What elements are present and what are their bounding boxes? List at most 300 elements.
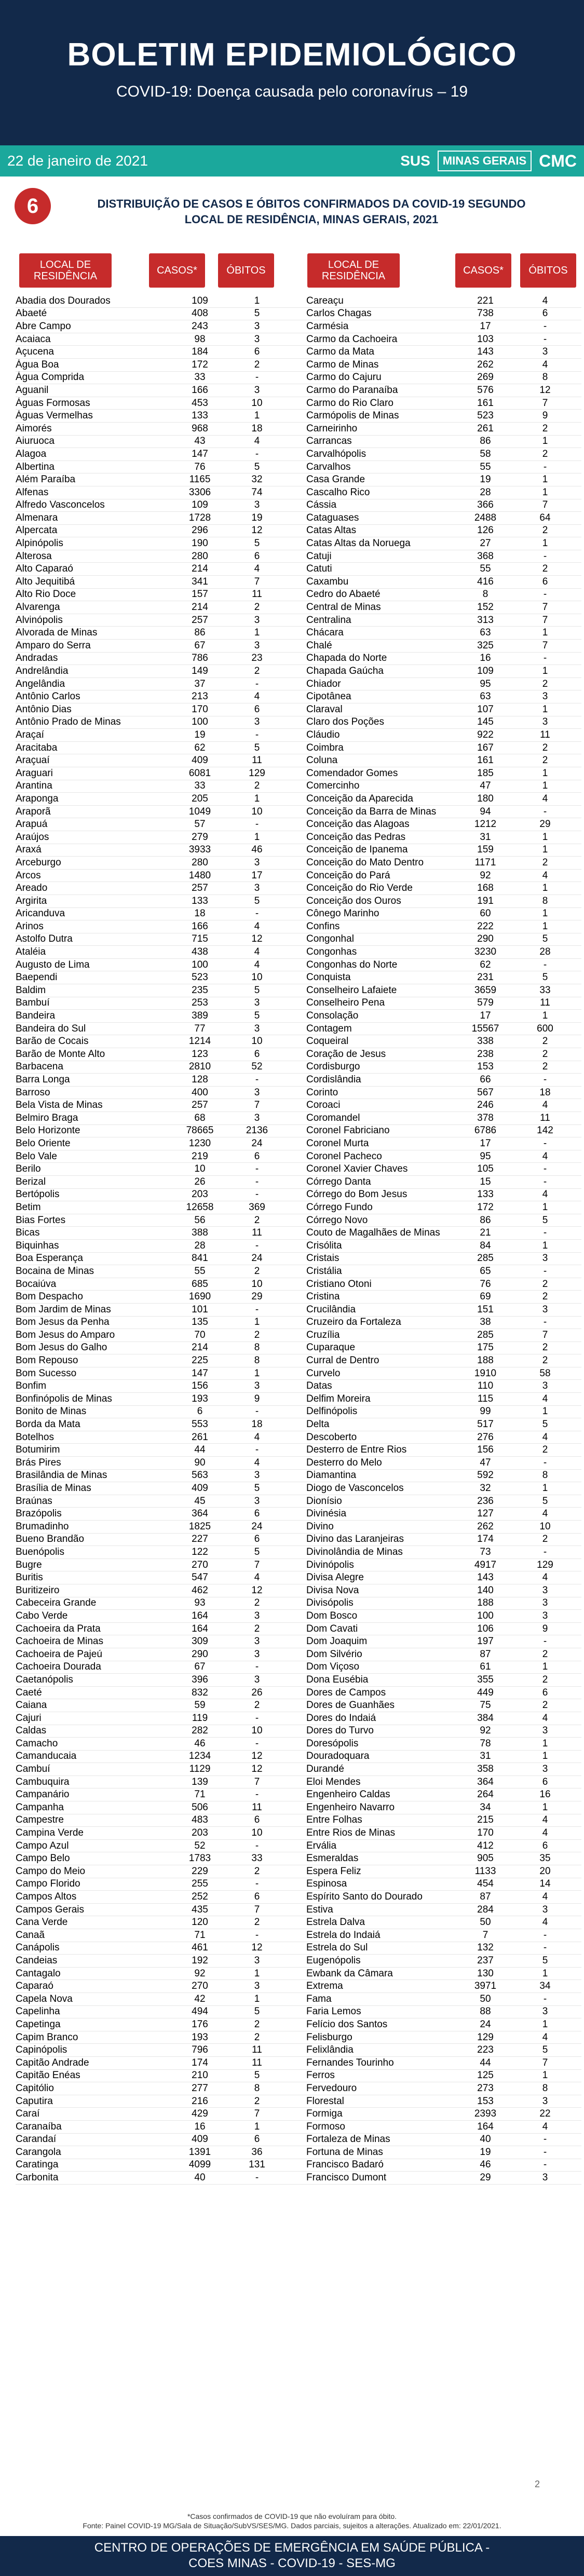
- cases-value: 270: [192, 1559, 208, 1570]
- municipality-name: Coroaci: [306, 1100, 341, 1111]
- deaths-value: 2: [254, 2031, 260, 2043]
- table-row: [16, 1304, 306, 1317]
- municipality-name: Bambuí: [16, 997, 50, 1009]
- municipality-name: Faria Lemos: [306, 2006, 361, 2017]
- municipality-name: Baependi: [16, 972, 58, 983]
- cases-value: 19: [480, 474, 491, 485]
- municipality-name: Candeias: [16, 1955, 58, 1966]
- municipality-name: Belo Horizonte: [16, 1125, 80, 1136]
- deaths-value: 1: [542, 1010, 548, 1022]
- cases-value: 24: [480, 2018, 491, 2030]
- cases-value: 1049: [188, 806, 211, 817]
- municipality-name: Fama: [306, 1993, 332, 2004]
- cases-value: 12658: [186, 1201, 214, 1213]
- column-header-local-right: LOCAL DE RESIDÊNCIA: [307, 253, 400, 288]
- table-row: [306, 870, 581, 883]
- municipality-name: Córrego Danta: [306, 1176, 371, 1187]
- table-row: [16, 1201, 306, 1214]
- table-row: [16, 1265, 306, 1278]
- cases-value: 3230: [474, 946, 497, 958]
- municipality-name: Barão de Cocais: [16, 1036, 89, 1047]
- municipality-name: Coronel Pacheco: [306, 1150, 382, 1162]
- deaths-value: 4: [542, 870, 548, 881]
- cases-value: 786: [192, 653, 208, 664]
- cases-value: 1171: [474, 857, 496, 868]
- municipality-name: Águas Formosas: [16, 397, 90, 409]
- municipality-name: Coronel Murta: [306, 1137, 369, 1149]
- municipality-name: Cachoeira Dourada: [16, 1661, 101, 1673]
- cases-value: 396: [192, 1674, 208, 1685]
- deaths-value: 129: [249, 767, 265, 779]
- section-title: DISTRIBUIÇÃO DE CASOS E ÓBITOS CONFIRMADOS DA COVID-19 SEGUNDO LOCAL DE RESIDÊNCIA, MINAS GERAIS, 2021: [97, 197, 526, 226]
- deaths-value: 5: [542, 1214, 548, 1226]
- cases-value: 257: [192, 883, 208, 894]
- cases-value: 109: [477, 666, 494, 677]
- table-row: [16, 1968, 306, 1981]
- municipality-name: Conselheiro Pena: [306, 997, 385, 1009]
- municipality-name: Bocaiúva: [16, 1278, 57, 1290]
- deaths-value: 4: [542, 793, 548, 804]
- municipality-name: Capinópolis: [16, 2044, 67, 2056]
- cases-value: 408: [192, 308, 208, 319]
- cases-value: 1133: [474, 1865, 496, 1877]
- municipality-name: Botelhos: [16, 1431, 54, 1443]
- municipality-name: Eloi Mendes: [306, 1776, 361, 1787]
- municipality-name: Acaiaca: [16, 333, 51, 345]
- municipality-name: Alvorada de Minas: [16, 627, 98, 639]
- deaths-value: 52: [251, 1061, 263, 1073]
- municipality-name: Conceição do Mato Dentro: [306, 857, 424, 868]
- cases-value: 253: [192, 997, 208, 1009]
- table-row: [306, 1788, 581, 1801]
- municipality-name: Antônio Dias: [16, 703, 72, 715]
- page-title: BOLETIM EPIDEMIOLÓGICO: [67, 37, 517, 73]
- deaths-value: 5: [542, 1495, 548, 1507]
- cases-value: 3971: [474, 1981, 497, 1992]
- table-row: [16, 1712, 306, 1725]
- cases-value: 285: [477, 1329, 494, 1340]
- table-row: [306, 1584, 581, 1597]
- table-row: [306, 346, 581, 359]
- footer-line-1: CENTRO DE OPERAÇÕES DE EMERGÊNCIA EM SAÚDE PÚBLICA -: [94, 2541, 490, 2555]
- section-number-badge: 6: [15, 188, 51, 224]
- deaths-value: 2: [542, 1534, 548, 1545]
- cases-value: 277: [192, 2082, 208, 2094]
- table-row: [306, 1827, 581, 1840]
- table-row: [16, 308, 306, 321]
- deaths-value: 7: [254, 1776, 260, 1787]
- cases-value: 73: [480, 1546, 491, 1557]
- table-row: [16, 1623, 306, 1636]
- deaths-value: -: [543, 461, 547, 472]
- table-row: [306, 1074, 581, 1087]
- deaths-value: 7: [542, 1329, 548, 1340]
- deaths-value: 34: [539, 1981, 551, 1992]
- deaths-value: 3: [542, 1725, 548, 1737]
- municipality-name: Camacho: [16, 1738, 58, 1749]
- cases-value: 128: [192, 1074, 208, 1086]
- municipality-name: Alfenas: [16, 486, 49, 498]
- cases-value: 261: [192, 1431, 208, 1443]
- deaths-value: 4: [254, 1431, 260, 1443]
- table-row: [306, 1508, 581, 1521]
- table-row: [16, 1878, 306, 1891]
- table-row: [16, 1597, 306, 1610]
- deaths-value: 3: [254, 614, 260, 626]
- table-row: [16, 703, 306, 716]
- municipality-name: Dores do Turvo: [306, 1725, 374, 1737]
- table-row: [16, 1061, 306, 1074]
- cases-value: 449: [477, 1687, 494, 1698]
- cases-value: 107: [477, 703, 494, 715]
- table-row: [306, 933, 581, 946]
- municipality-name: Arantina: [16, 780, 52, 792]
- cases-value: 273: [477, 2082, 494, 2094]
- footnotes: [0, 2512, 584, 2530]
- deaths-value: -: [543, 1265, 547, 1277]
- municipality-name: Bueno Brandão: [16, 1534, 85, 1545]
- deaths-value: 58: [539, 1367, 551, 1379]
- municipality-name: Canápolis: [16, 1942, 60, 1954]
- cases-value: 26: [194, 1176, 206, 1187]
- cases-value: 161: [477, 397, 494, 409]
- municipality-name: Berilo: [16, 1163, 41, 1175]
- deaths-value: 5: [254, 308, 260, 319]
- municipality-name: Douradoquara: [306, 1751, 370, 1762]
- cases-value: 188: [477, 1597, 494, 1609]
- table-row: [306, 984, 581, 997]
- table-row: [306, 1546, 581, 1559]
- cases-value: 109: [192, 499, 208, 511]
- deaths-value: 1: [542, 1751, 548, 1762]
- municipality-name: Antônio Carlos: [16, 691, 80, 702]
- cases-value: 280: [192, 550, 208, 562]
- cases-value: 70: [194, 1329, 206, 1340]
- deaths-value: 1: [254, 2121, 260, 2132]
- deaths-value: 4: [542, 1393, 548, 1404]
- municipality-name: Cabo Verde: [16, 1610, 68, 1621]
- municipality-name: Abaeté: [16, 308, 47, 319]
- table-row: [16, 576, 306, 589]
- cases-value: 523: [192, 972, 208, 983]
- cases-value: 130: [477, 1968, 494, 1979]
- deaths-value: 4: [542, 295, 548, 306]
- cases-value: 66: [480, 1074, 491, 1086]
- deaths-value: 11: [252, 1801, 262, 1813]
- municipality-name: Caputira: [16, 2095, 53, 2107]
- cases-value: 269: [477, 372, 494, 383]
- table-row: [16, 1278, 306, 1291]
- cases-value: 164: [477, 2121, 494, 2132]
- deaths-value: -: [543, 1074, 547, 1086]
- cases-value: 100: [192, 959, 208, 970]
- table-row: [306, 716, 581, 729]
- cases-value: 180: [477, 793, 494, 804]
- deaths-value: 33: [539, 984, 551, 996]
- table-row: [306, 2018, 581, 2031]
- table-row: [306, 1048, 581, 1061]
- deaths-value: -: [543, 1636, 547, 1647]
- table-row: [16, 1125, 306, 1138]
- table-row: [306, 1751, 581, 1764]
- municipality-name: Careaçu: [306, 295, 344, 306]
- page-subtitle: COVID-19: Doença causada pelo coronavírus – 19: [116, 83, 468, 100]
- municipality-name: Cruzeiro da Fortaleza: [306, 1317, 401, 1328]
- deaths-value: 1: [542, 1406, 548, 1417]
- municipality-name: Carmo da Cachoeira: [306, 333, 398, 345]
- table-row: [306, 1725, 581, 1738]
- municipality-name: Doresópolis: [306, 1738, 359, 1749]
- municipality-name: Caxambu: [306, 576, 349, 587]
- deaths-value: 1: [542, 1661, 548, 1673]
- table-row: [306, 1495, 581, 1508]
- deaths-value: 33: [251, 1853, 263, 1864]
- cases-value: 77: [194, 1023, 206, 1034]
- deaths-value: 3: [542, 1610, 548, 1621]
- table-row: [306, 754, 581, 767]
- cases-value: 15: [480, 1176, 491, 1187]
- cases-value: 115: [477, 1393, 494, 1404]
- cases-value: 40: [194, 2172, 206, 2184]
- deaths-value: 369: [249, 1201, 265, 1213]
- table-row: [16, 1482, 306, 1495]
- table-row: [16, 1751, 306, 1764]
- municipality-name: Conselheiro Lafaiete: [306, 984, 397, 996]
- table-row: [16, 1788, 306, 1801]
- municipality-name: Açucena: [16, 346, 54, 358]
- cases-value: 172: [477, 1201, 494, 1213]
- cases-value: 236: [477, 1495, 494, 1507]
- table-row: [16, 1087, 306, 1100]
- municipality-name: Coluna: [306, 755, 338, 766]
- deaths-value: 18: [251, 423, 263, 434]
- deaths-value: 6: [542, 1687, 548, 1698]
- cases-value: 494: [192, 2006, 208, 2017]
- table-row: [16, 1163, 306, 1176]
- municipality-name: Campos Gerais: [16, 1904, 84, 1915]
- municipality-name: Engenheiro Navarro: [306, 1801, 395, 1813]
- cases-value: 149: [192, 666, 208, 677]
- table-row: [16, 1993, 306, 2006]
- deaths-value: 12: [539, 384, 551, 396]
- table-row: [306, 1521, 581, 1534]
- municipality-name: Camanducaia: [16, 1751, 77, 1762]
- cases-value: 15567: [471, 1023, 499, 1034]
- municipality-name: Andradas: [16, 653, 58, 664]
- cases-value: 100: [192, 716, 208, 728]
- table-row: [16, 908, 306, 921]
- table-row: [306, 576, 581, 589]
- cases-value: 191: [477, 895, 494, 906]
- deaths-value: 7: [254, 576, 260, 587]
- municipality-name: Abadia dos Dourados: [16, 295, 111, 306]
- cases-value: 67: [194, 1661, 206, 1673]
- municipality-name: Bicas: [16, 1227, 40, 1239]
- column-header-casos-left: CASOS*: [149, 253, 205, 288]
- cases-value: 905: [477, 1853, 494, 1864]
- table-row: [16, 1137, 306, 1150]
- deaths-value: -: [543, 1929, 547, 1941]
- deaths-value: 20: [539, 1865, 551, 1877]
- table-row: [306, 473, 581, 486]
- table-row: [16, 448, 306, 461]
- municipality-name: Dores do Indaiá: [306, 1712, 376, 1724]
- deaths-value: 7: [254, 1904, 260, 1915]
- deaths-value: 4: [254, 946, 260, 958]
- municipality-name: Bom Jardim de Minas: [16, 1304, 111, 1315]
- deaths-value: 14: [539, 1878, 551, 1890]
- deaths-value: 10: [251, 397, 263, 409]
- municipality-name: Cachoeira de Minas: [16, 1636, 103, 1647]
- deaths-value: 5: [254, 1483, 260, 1494]
- deaths-value: 12: [251, 1942, 263, 1954]
- table-row: [306, 882, 581, 895]
- deaths-value: -: [255, 1929, 259, 1941]
- municipality-name: Catas Altas: [306, 525, 357, 536]
- cases-value: 170: [477, 1827, 494, 1839]
- municipality-name: Conceição da Aparecida: [306, 793, 413, 804]
- table-row: [16, 933, 306, 946]
- municipality-name: Berizal: [16, 1176, 46, 1187]
- table-row: [306, 1699, 581, 1712]
- column-header-obitos-left: ÓBITOS: [218, 253, 274, 288]
- deaths-value: 1: [542, 627, 548, 639]
- deaths-value: 12: [251, 1764, 263, 1775]
- municipality-name: Carlos Chagas: [306, 308, 372, 319]
- table-row: [306, 1278, 581, 1291]
- table-row: [306, 550, 581, 563]
- municipality-name: Cristais: [306, 1253, 339, 1264]
- cases-value: 129: [477, 2031, 494, 2043]
- table-row: [306, 1942, 581, 1955]
- table-row: [16, 1010, 306, 1023]
- table-row: [16, 410, 306, 423]
- deaths-value: 7: [254, 2108, 260, 2120]
- municipality-name: Carneirinho: [306, 423, 358, 434]
- cases-value: 98: [194, 333, 206, 345]
- cases-value: 33: [194, 372, 206, 383]
- deaths-value: 10: [251, 1278, 263, 1290]
- deaths-value: 2: [542, 1648, 548, 1660]
- table-row: [306, 1776, 581, 1789]
- cases-value: 223: [477, 2044, 494, 2056]
- cases-value: 276: [477, 1431, 494, 1443]
- municipality-name: Dom Cavati: [306, 1623, 358, 1634]
- cases-value: 31: [480, 1751, 491, 1762]
- cases-value: 1825: [188, 1521, 211, 1532]
- cases-value: 252: [192, 1891, 208, 1903]
- deaths-value: 1: [542, 1201, 548, 1213]
- cases-value: 76: [480, 1278, 491, 1290]
- table-row: [306, 1635, 581, 1648]
- table-row: [16, 767, 306, 780]
- municipality-name: Aricanduva: [16, 908, 65, 919]
- table-row: [306, 1457, 581, 1470]
- municipality-name: Fortuna de Minas: [306, 2146, 383, 2158]
- cases-value: 290: [477, 933, 494, 945]
- municipality-name: Antônio Prado de Minas: [16, 716, 121, 728]
- cases-value: 28: [194, 1240, 206, 1251]
- table-row: [16, 2006, 306, 2019]
- cases-value: 92: [194, 1968, 206, 1979]
- deaths-value: -: [543, 550, 547, 562]
- cases-value: 738: [477, 308, 494, 319]
- municipality-name: Espera Feliz: [306, 1865, 361, 1877]
- cases-value: 135: [192, 1317, 208, 1328]
- table-row: [16, 1393, 306, 1406]
- municipality-name: Astolfo Dutra: [16, 933, 73, 945]
- table-row: [16, 1074, 306, 1087]
- cases-value: 62: [480, 959, 491, 970]
- cases-value: 262: [477, 359, 494, 370]
- table-row: [16, 1470, 306, 1483]
- table-row: [16, 2134, 306, 2147]
- municipality-name: Alto Jequitibá: [16, 576, 75, 587]
- cases-value: 483: [192, 1814, 208, 1826]
- municipality-name: Datas: [306, 1380, 332, 1392]
- table-row: [306, 1482, 581, 1495]
- cases-value: 139: [192, 1776, 208, 1787]
- municipality-name: Brazópolis: [16, 1508, 62, 1520]
- logo-strip: [400, 150, 577, 172]
- cases-value: 219: [192, 1150, 208, 1162]
- municipality-name: Cônego Marinho: [306, 908, 379, 919]
- table-row: [16, 320, 306, 333]
- cases-value: 126: [477, 525, 494, 536]
- deaths-value: 19: [251, 512, 263, 523]
- municipality-name: Dom Bosco: [306, 1610, 358, 1621]
- footnote-cases: *Casos confirmados de COVID-19 que não evoluíram para óbito.: [187, 2512, 397, 2520]
- table-row: [16, 1380, 306, 1393]
- cases-value: 553: [192, 1419, 208, 1430]
- cases-value: 87: [480, 1891, 491, 1903]
- table-row: [16, 1776, 306, 1789]
- municipality-name: Caratinga: [16, 2159, 59, 2171]
- table-row: [306, 1393, 581, 1406]
- municipality-name: Alvarenga: [16, 602, 60, 613]
- cases-value: 190: [192, 538, 208, 549]
- table-row: [306, 2006, 581, 2019]
- table-row: [306, 806, 581, 819]
- municipality-name: Caeté: [16, 1687, 42, 1698]
- deaths-value: 2: [542, 1291, 548, 1303]
- municipality-name: Cachoeira da Prata: [16, 1623, 101, 1634]
- municipality-name: Corinto: [306, 1087, 338, 1098]
- municipality-name: Eugenópolis: [306, 1955, 361, 1966]
- deaths-value: 3: [254, 1380, 260, 1392]
- deaths-value: -: [255, 1074, 259, 1086]
- cases-value: 16: [480, 653, 491, 664]
- cases-value: 133: [192, 410, 208, 422]
- table-row: [306, 1035, 581, 1048]
- cases-value: 94: [480, 806, 491, 817]
- table-row: [306, 1431, 581, 1444]
- municipality-name: Bandeira do Sul: [16, 1023, 86, 1034]
- table-row: [306, 1814, 581, 1827]
- table-row: [306, 946, 581, 959]
- cases-value: 127: [477, 1508, 494, 1520]
- cases-value: 120: [192, 1917, 208, 1928]
- municipality-name: Braúnas: [16, 1495, 52, 1507]
- deaths-value: 1: [542, 436, 548, 447]
- municipality-name: Bias Fortes: [16, 1214, 66, 1226]
- table-row: [306, 997, 581, 1010]
- municipality-name: Almenara: [16, 512, 58, 523]
- deaths-value: 8: [254, 2082, 260, 2094]
- table-row: [306, 461, 581, 474]
- municipality-name: Carmo do Cajuru: [306, 372, 382, 383]
- table-row: [16, 436, 306, 449]
